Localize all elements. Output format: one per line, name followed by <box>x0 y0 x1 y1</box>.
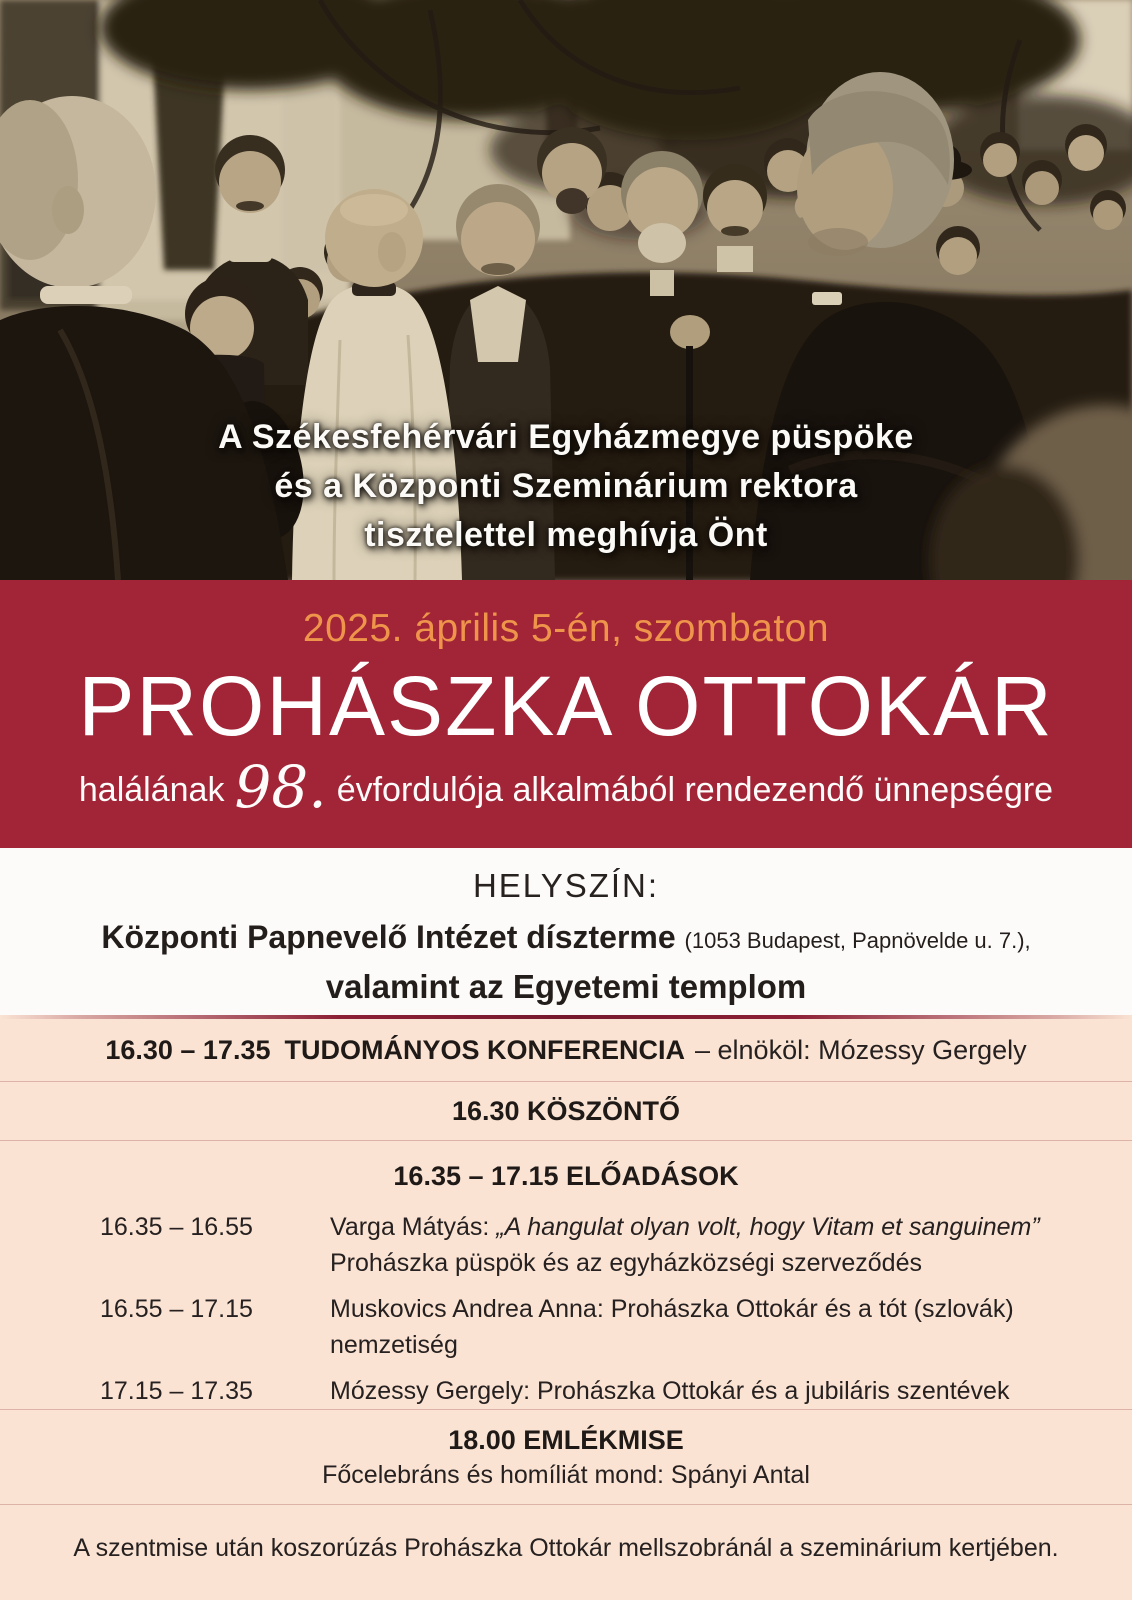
talk-content <box>330 1209 1132 1281</box>
event-title: PROHÁSZKA OTTOKÁR <box>78 659 1054 753</box>
talk-quote: „A hangulat olyan volt, hogy Vitam et sanguinem” <box>496 1213 1040 1241</box>
mass-celebrant: Főcelebráns és homíliát mond: Spányi Antal <box>322 1461 810 1489</box>
talk-time: 16.55 – 17.15 <box>100 1295 253 1323</box>
talk-line: nemzetiség <box>330 1331 458 1359</box>
welcome-row: 16.30 KÖSZÖNTŐ <box>451 1095 681 1126</box>
mass-row <box>0 1410 1132 1504</box>
venue-line-1 <box>0 914 1132 964</box>
talk-content <box>330 1291 1132 1363</box>
talk-time: 17.15 – 17.35 <box>100 1377 253 1405</box>
lectures-heading: 16.35 – 17.15 ELŐADÁSOK <box>393 1160 739 1191</box>
venue-heading: HELYSZÍN: <box>472 867 660 904</box>
overlay-line-2: és a Központi Szeminárium rektora <box>274 467 858 505</box>
talk-time: 16.35 – 16.55 <box>100 1213 253 1241</box>
subtitle-prefix: halálának <box>78 771 225 809</box>
event-date: 2025. április 5-én, szombaton <box>302 607 830 650</box>
overlay-line-1: A Székesfehérvári Egyházmegye püspöke <box>218 418 914 456</box>
conference-row <box>0 1019 1132 1081</box>
mass-heading: 18.00 EMLÉKMISE <box>448 1425 684 1455</box>
photo-header <box>0 0 1132 580</box>
conference-title: TUDOMÁNYOS KONFERENCIA <box>284 1034 685 1065</box>
invitation-overlay <box>0 413 1132 560</box>
talk-line: Prohászka püspök és az egyházközségi szerveződés <box>330 1249 922 1277</box>
title-band <box>0 580 1132 848</box>
talk-row <box>0 1209 1132 1281</box>
subtitle-suffix: évfordulója alkalmából rendezendő ünnepségre <box>336 771 1054 809</box>
lectures-block <box>0 1141 1132 1409</box>
anniversary-number: 98. <box>234 753 327 821</box>
overlay-line-3: tisztelettel meghívja Önt <box>364 516 768 554</box>
event-subtitle <box>0 753 1132 821</box>
talk-line: Mózessy Gergely: Prohászka Ottokár és a jubiláris szentévek <box>330 1377 1010 1405</box>
talk-line: Muskovics Andrea Anna: Prohászka Ottokár és a tót (szlovák) <box>330 1295 1014 1323</box>
closing-note: A szentmise után koszorúzás Prohászka Ottokár mellszobránál a szeminárium kertjében. <box>73 1534 1059 1562</box>
talk-speaker: Varga Mátyás: <box>330 1213 497 1241</box>
schedule-section <box>0 1015 1132 1600</box>
talk-row <box>0 1373 1132 1409</box>
venue-name: Központi Papnevelő Intézet díszterme <box>101 919 676 955</box>
talk-line <box>330 1209 1132 1245</box>
venue-section <box>0 848 1132 1015</box>
talk-row <box>0 1291 1132 1363</box>
venue-line-2: valamint az Egyetemi templom <box>325 968 807 1005</box>
talk-content <box>330 1373 1132 1409</box>
conference-chair: – elnököl: Mózessy Gergely <box>695 1034 1027 1065</box>
venue-address: (1053 Budapest, Papnövelde u. 7.), <box>684 928 1031 953</box>
conference-time: 16.30 – 17.35 <box>105 1034 271 1065</box>
